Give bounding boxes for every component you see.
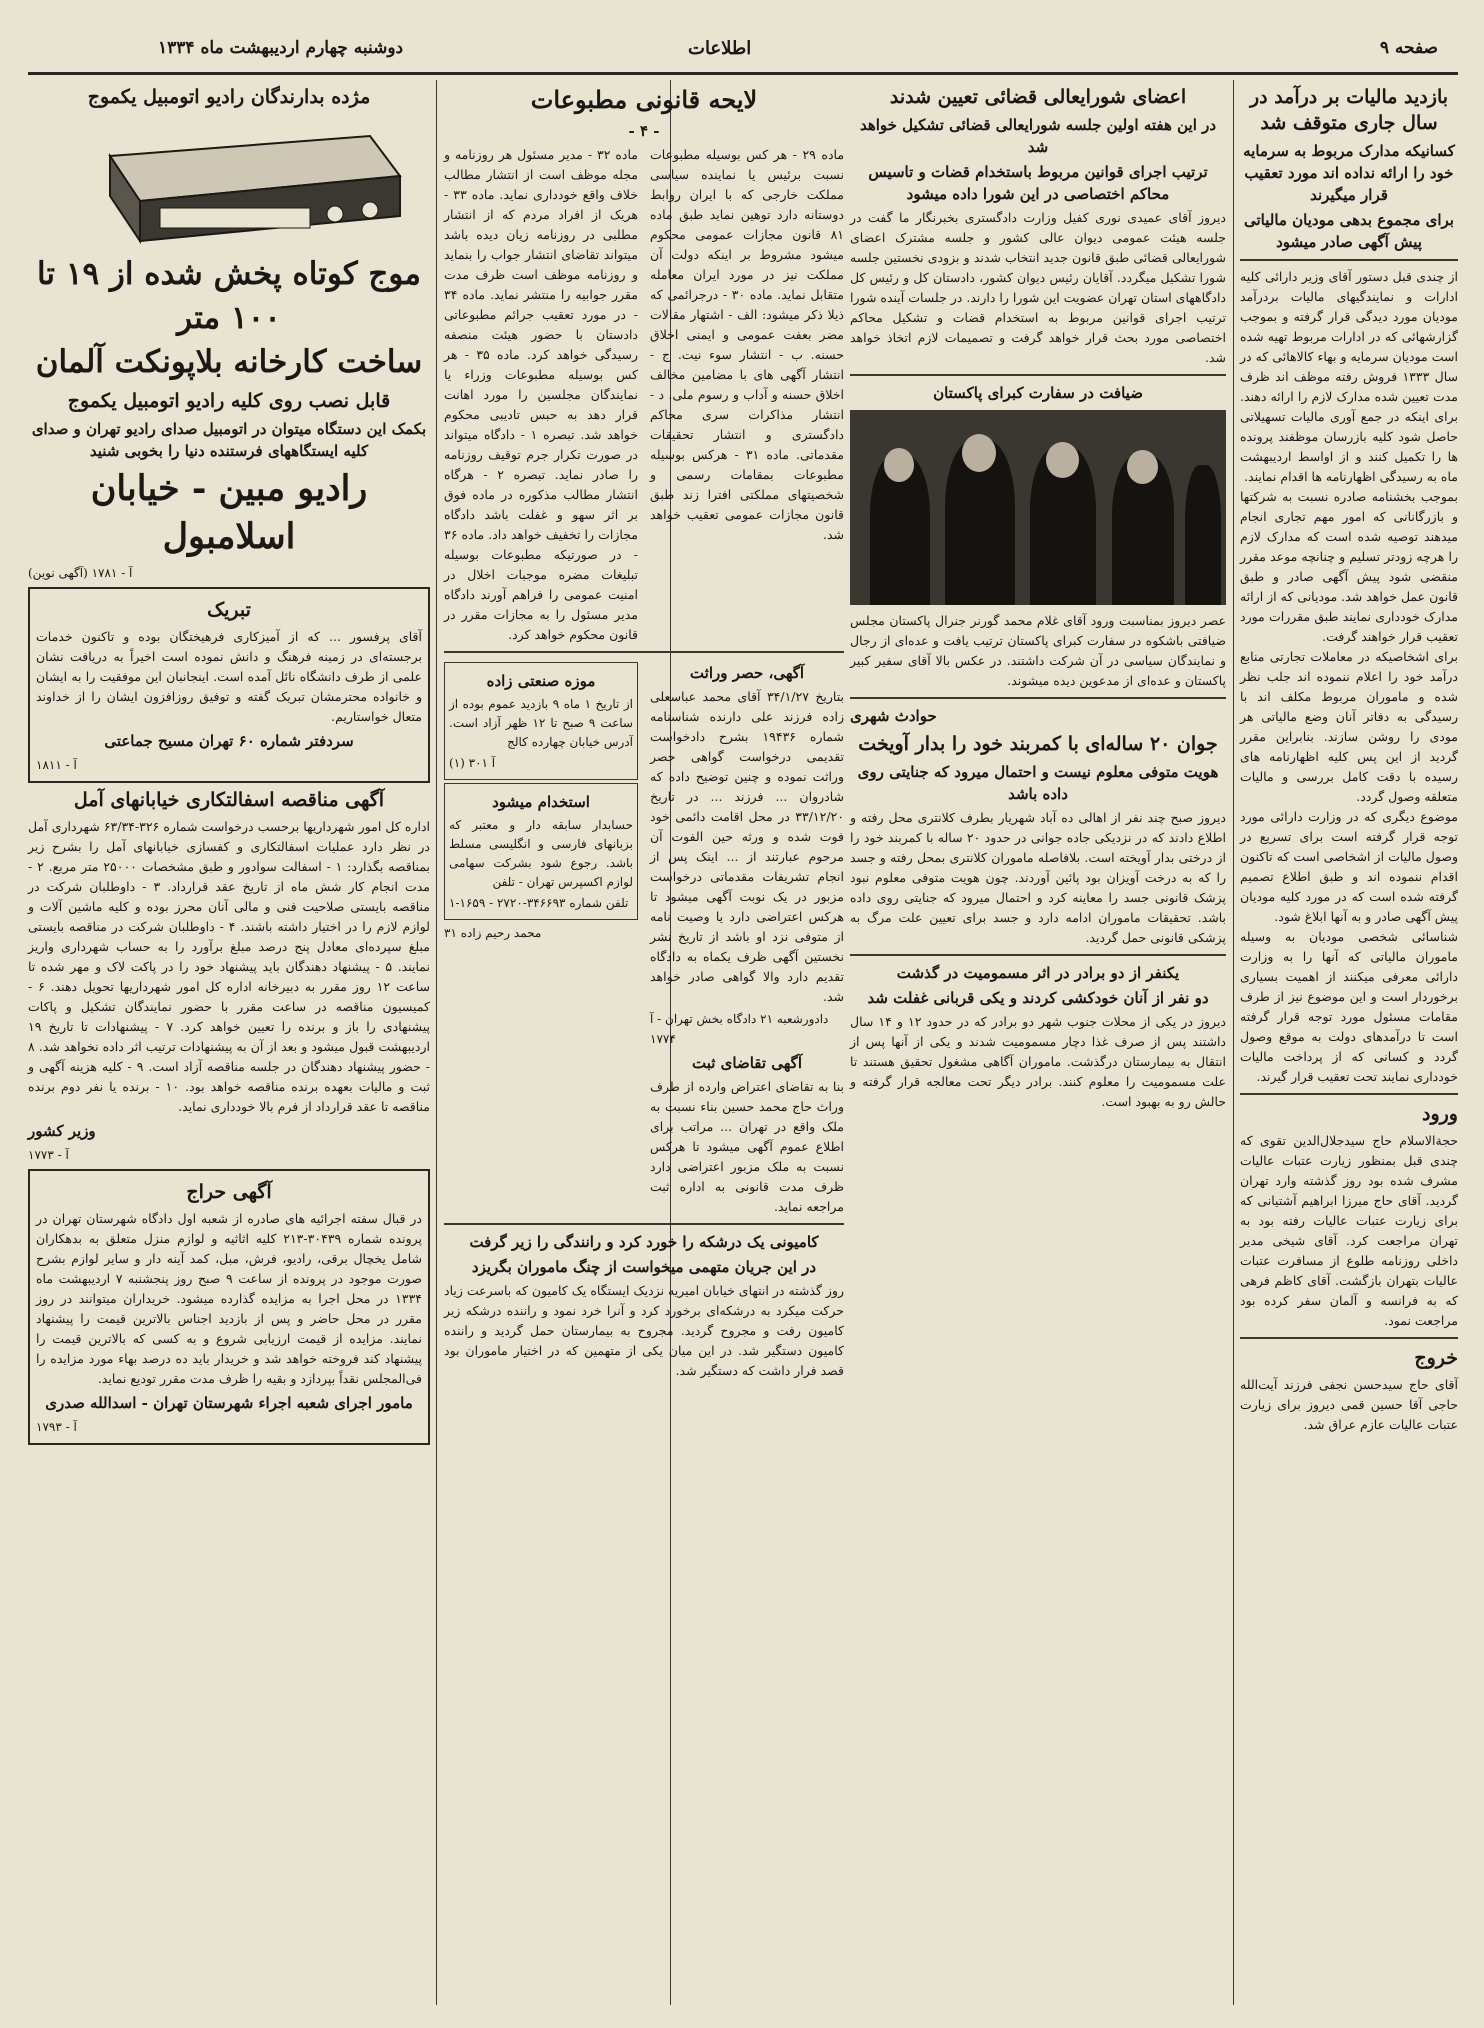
congrats-sign: سردفتر شماره ۶۰ تهران مسیح جماعتی (104, 732, 354, 750)
museum-body: از تاریخ ۱ ماه ۹ بازدید عموم بوده از ساعت ۹ صبح تا ۱۲ ظهر آزاد است. آدرس خیابان چهارده کالج (449, 697, 634, 749)
probate-title: آگهی تقاضای ثبت (692, 1054, 802, 1072)
tax-body-4: موضوع دیگری که در وزارت دارائی مورد توجه قرار گرفته است برای تسریع در وصول مالیات از اشخاصی است که تاکنون اقدام ننموده اند و طبق اطلاع تصمیم گرفته شده است که در مورد کلیه مودیان پیش آگهی صادر و به آنها ابلاغ شود. (1240, 809, 1458, 924)
tender-sign: وزیر کشور (28, 1122, 96, 1140)
congrats-body: آقای پرفسور ... که از آمیزکاری فرهیختگان بوده و تاکنون خدمات برجسته‌ای در زمینه فرهنگ و دانش نموده است اخیراً به دریافت نشان علمی از طرف دانشگاه نائل آمده است. اینجانبان این موفقیت را به ایشان و خانواده محترمشان تبریک گفته و توفیق روزافزون ایشان را از خداوند متعال خواستاریم. (36, 629, 422, 724)
boys-headline: یکنفر از دو برادر در اثر مسمومیت در گذشت (896, 964, 1180, 982)
divider (1240, 1337, 1458, 1339)
museum-ad (444, 662, 638, 780)
auction-sign: مامور اجرای شعبه اجراء شهرستان تهران - اسدالله صدری (45, 1394, 413, 1412)
museum-code: آ ۳۰۱ (۱) (449, 756, 496, 770)
left-column (28, 80, 430, 1449)
tax-body-2: بموجب بخشنامه صادره نسبت به شرکتها و بازرگانانی که امور مهم تجاری انجام میدهند توصیه شده است که مدارک لازم را هرچه زودتر تسلیم و چنانچه موعد مقرر منقضی شود پیش آگهی صادر و طبق قانون عمل خواهد شد. مودیانی که از ارائه مدارک خودداری نمایند طبق مقررات مورد تعقیب قرار خواهند گرفت. (1240, 489, 1458, 644)
radio-ad-headline: مژده بدارندگان رادیو اتومبیل یکموج (87, 86, 371, 108)
council-deck-2: ترتیب اجرای قوانین مربوط باستخدام قضات و تاسیس محاکم اختصاصی در این شورا داده میشود (868, 163, 1208, 203)
entry-title: ورود (1422, 1103, 1458, 1125)
museum-title: موزه صنعتی زاده (486, 672, 596, 690)
auction-code: آ - ۱۷۹۳ (36, 1420, 77, 1434)
divider (850, 954, 1226, 956)
auction-body: در قبال سفته اجرائیه های صادره از شعبه اول دادگاه شهرستان تهران در پرونده شماره ۳۰۴۳۹-۲۱۳ کلیه اثاثیه و لوازم منزل متعلق به بدهکاران شامل یخچال برقی، رادیو، فرش، مبل، کمد آینه دار و سایر لوازم بشرح صورت موجود در پرونده از ساعت ۹ صبح روز پنجشنبه ۷ اردیبهشت ماه ۱۳۳۴ در محل اجرا به مزایده گذارده میشود. خریداران میتوانند در روز مقرر در محل حاضر و پس از بازدید اجناس بالاترین قیمت را پیشنهاد نمایند. مزایده از قیمت ارزیابی شروع و به کسی که بالاترین قیمت را پیشنهاد کند فروخته خواهد شد و خریدار باید ده درصد بهاء مورد مزایده را فی‌المجلس نقداً بپردازد و بقیه را ظرف مدت مقرر تودیع نماید. (36, 1211, 422, 1386)
job-title: استخدام میشود (492, 793, 590, 811)
tender-title: آگهی مناقصه اسفالتکاری خیابانهای آمل (73, 789, 385, 811)
congrats-code: آ - ۱۸۱۱ (36, 758, 77, 772)
divider (850, 697, 1226, 699)
press-law-body-a: ماده ۲۹ - هر کس بوسیله مطبوعات نسبت برئیس یا نماینده سیاسی مملکت خارجی که با ایران روابط دوستانه دارد توهین نماید طبق ماده ۸۱ قانون مجازات عمومی محکوم میشود مشروط بر اینکه دولت آن مملکت نیز در مورد ایران معامله متقابل نماید. ماده ۳۰ - درجرائمی که ذیلا ذکر میشود: الف - اشتهار مقالات مضر بعفت عمومی و ایمنی اخلاق حسنه. ب - انتشار سوء نیت. ج - انتشار آگهی های با مضامین مخالف اخلاق حسنه و آداب و رسوم ملی. د - انتشار مذاکرات سری محاکم دادگستری و انتشار تحقیقات مقدماتی. ماده ۳۱ - هرکس بوسیله مطبوعات بمقامات رسمی و شخصیتهای مملکتی افترا زند طبق قانون مجازات عمومی تعقیب خواهد شد. (650, 147, 845, 542)
tax-body: از چندی قبل دستور آقای وزیر دارائی کلیه ادارات و نمایندگیهای مالیات بردرآمد مودیان مورد دیدگی قرار گرفته و بموجب گزارشهائی که در ادارات مربوط تهیه شده است مودیان سرمایه و بهاء کالاهائی که در سال ۱۳۳۳ فروش رفته موظف اند ظرف مدت تعیین شده مدارک لازم را ارائه دهند. برای اینکه در جمع آوری مالیات تسهیلاتی حاصل شود کلیه بازرسان موظفند پرونده ها را تکمیل کنند و از اواسط اردیبهشت ماه به رسیدگی اظهارنامه ها اقدام نمایند. (1240, 269, 1458, 484)
right-column (1240, 80, 1458, 1435)
press-law-columns (444, 145, 844, 645)
probate-code: محمد رحیم زاده ۳۱ (444, 926, 542, 940)
ads-block (444, 659, 844, 1217)
press-law-headline: لایحه قانونی مطبوعات (530, 85, 758, 114)
tender-code: آ - ۱۷۷۳ (28, 1148, 69, 1162)
truck-deck: در این جریان متهمی میخواست از چنگ ماموران بگریزد (471, 1258, 817, 1276)
entry-body: حجةالاسلام حاج سیدجلال‌الدین تقوی که چندی قبل بمنظور زیارت عتبات عالیات مشرف شده بود روز گذشته وارد تهران گردید. آقای حاج میرزا ابراهیم آشتیانی که برای زیارت عتبات عالیات رفته بود به تهران مراجعت کرد. آقای شیخی مدیر داخلی روزنامه طلوع از مسافرت عتبات عالیات بتهران بازگشت. آقای کاظم فرهی که به فرانسه و آلمان سفر کرده بود مراجعت نمود. (1240, 1133, 1458, 1328)
center-right-column (850, 80, 1226, 1112)
exit-body: آقای حاج سیدحسن نجفی فرزند آیت‌الله حاجی آقا حسین قمی دیروز برای زیارت عتبات عالیات عازم عراق شد. (1240, 1377, 1458, 1432)
radio-store: رادیو مبین - خیابان اسلامبول (90, 468, 368, 557)
embassy-photo (850, 410, 1226, 605)
column-rule (1233, 80, 1234, 2005)
inheritance-ad-code: دادورشعبه ۲۱ دادگاه بخش تهران - آ ۱۷۷۴ (650, 1012, 829, 1046)
tax-headline: بازدید مالیات بر درآمد در سال جاری متوقف شد (1249, 86, 1449, 134)
radio-icon (90, 116, 410, 246)
radio-maker: ساخت کارخانه بلاپونکت آلمان (35, 344, 423, 380)
press-law-part: - ۴ - (628, 122, 660, 140)
inheritance-ad-body: بتاریخ ۳۴/۱/۲۷ آقای محمد عباسعلی زاده فرزند علی دارنده شناسنامه شماره ۱۹۴۳۶ بشرح دادخواست تقدیمی درخواست گواهی حصر وراثت نموده و چنین توضیح داده که شادروان ... فرزند ... در تاریخ ۳۳/۱۲/۲۰ در محل اقامت دائمی خود فوت شده و ورثه حین الفوت آن مرحوم عبارتند از ... اینک پس از انجام تشریفات مقدماتی درخواست مزبور در یک نوبت آگهی میشود تا هرکس اعتراضی دارد یا وصیت نامه از متوفی نزد او باشد از تاریخ نشر نخستین آگهی ظرف یکماه به دادگاه تقدیم دارد والا گواهی صادر خواهد شد. (650, 689, 844, 1004)
tax-deck-2: برای مجموع بدهی مودیان مالیاتی پیش آگهی صادر میشود (1244, 211, 1454, 251)
radio-wave-band: موج کوتاه پخش شده از ۱۹ تا ۱۰۰ متر (36, 256, 422, 336)
divider (444, 651, 844, 653)
city-news-title: حوادث شهری (850, 707, 937, 725)
job-ad (444, 783, 638, 920)
column-rule (436, 80, 437, 2005)
hanging-body: دیروز صبح چند نفر از اهالی ده آباد شهریار بطرف کلانتری محل رفته و اطلاع دادند که در نزدیکی جاده جوانی در حدود ۲۰ ساله با کمربند خود را از درختی بدار آویخته است. بلافاصله ماموران کلانتری بمحل رفته و جسد را که به درخت آویزان بود پائین آوردند. چون هویت متوفی معلوم نبود پزشک قانونی جسد را معاینه کرد و احتمال میرود که جنایتی روی داده باشد. تحقیقات ماموران ادامه دارد و جسد برای تعیین علت مرگ به پزشکی قانونی حمل گردید. (850, 810, 1226, 945)
press-law-body-b: ماده ۳۲ - مدیر مسئول هر روزنامه و مجله موظف است از انتشار مطالب خلاف واقع خودداری نماید. ماده ۳۳ - هریک از افراد مردم که از انتشار مطلبی در روزنامه زیان دیده باشد میتواند تقاضای انتشار جواب را بنماید و روزنامه موظف است ظرف مدت مقرر جوابیه را منتشر نماید. ماده ۳۴ - در مورد تعقیب جرائم مطبوعاتی دادستان با حضور هیئت منصفه رسیدگی خواهد کرد. ماده ۳۵ - هر کس بوسیله مطبوعات وزراء یا نمایندگان مجلسین را مورد اهانت قرار دهد به حبس تادیبی محکوم خواهد شد. تبصره ۱ - دادگاه میتواند در صورت تکرار جرم توقیف روزنامه را صادر نماید. تبصره ۲ - هرگاه انتشار مطالب مذکوره در ماده فوق بر اثر سهو و غفلت باشد دادگاه مجازات را تخفیف خواهد داد. ماده ۳۶ - در صورتیکه مطبوعات بوسیله تبلیغات مضره موجبات اخلال در امنیت عمومی را فراهم آورند دادگاه مدیر مسئول را به مجازات مقرر در قانون محکوم خواهد کرد. (444, 147, 639, 642)
congrats-box (28, 587, 430, 783)
probate-body: بنا به تقاضای اعتراض وارده از طرف وراث حاج محمد حسین بناء نسبت به ملک واقع در تهران ... مراتب برای اطلاع عموم آگهی میشود تا هرکس نسبت به ملک مزبور اعتراضی دارد ظرف مدت قانونی به اداره ثبت مراجعه نماید. (650, 1079, 844, 1214)
truck-body: روز گذشته در انتهای خیابان امیریه نزدیک ایستگاه یک کامیون که باسرعت زیاد حرکت میکرد به درشکه‌ای برخورد کرد و آنرا خرد نمود و راننده درشکه زیر کامیون رفت و مجروح گردید. مجروح به بیمارستان حمل گردید و راننده کامیون دستگیر شد. در این میان یکی از متهمین که در اختیار ماموران بود قصد فرار داشت که دستگیر شد. (444, 1283, 844, 1378)
tax-deck: کسانیکه مدارک مربوط به سرمایه خود را ارائه نداده اند مورد تعقیب قرار میگیرند (1243, 142, 1455, 204)
council-body: دیروز آقای عمیدی نوری کفیل وزارت دادگستری بخبرنگار ما گفت در جلسه هیئت عمومی دیوان عالی کشور و جلسه مشترک اعضای شورایعالی قضائی طبق قانون جدید انتخاب شدند و بزودی نخستین جلسه شورا تشکیل میگردد. آقایان رئیس دیوان کشور، دادستان کل و رئیس کل دادگاههای استان تهران عضویت این شورا را دارند. در جلسات آینده شورا ترتیب اجرای قوانین مربوط به استخدام قضات و تشکیل محاکم اختصاصی مورد بحث قرار خواهد گرفت و تصمیمات لازم اتخاذ خواهد شد. (849, 210, 1226, 365)
tax-body-5: شناسائی شخصی مودیان به وسیله ماموران مالیاتی که آنها را به وزارت دارائی معرفی میکنند از اهمیت بسیاری برخوردار است و این موضوع نیز از طرف مقامات مسئول مورد توجه قرار گرفته است تا درآمدهای دولت به موقع وصول گردد و کسانی که از پرداخت مالیات خودداری نمایند تحت تعقیب قرار گیرند. (1240, 929, 1458, 1084)
inheritance-ad-title: آگهی، حصر وراثت (689, 664, 805, 682)
photo-caption: عصر دیروز بمناسبت ورود آقای غلام محمد گورنر جنرال پاکستان مجلس ضیافتی باشکوه در سفارت کبرای پاکستان ترتیب یافت و عده‌ای از رجال و نمایندگان سیاسی در آن شرکت داشتند. در عکس بالا آقای سفیر کبیر پاکستان و عده‌ای از مدعوین دیده میشوند. (850, 613, 1226, 688)
job-body: حسابدار سابقه دار و معتبر که بزبانهای فارسی و انگلیسی مسلط باشد. رجوع شود بشرکت سهامی لوازم اکسپرس تهران - تلفن (449, 818, 633, 889)
radio-install: قابل نصب روی کلیه رادیو اتومبیل یکموج (67, 390, 391, 412)
auction-box (28, 1169, 430, 1445)
radio-ad-code: آ - ۱۷۸۱ (آگهی نوین) (28, 566, 133, 580)
divider (444, 1223, 844, 1225)
newspaper-page (28, 30, 1484, 2015)
boys-deck: دو نفر از آنان خودکشی کردند و یکی قربانی غفلت شد (867, 989, 1209, 1007)
page-number: صفحه ۹ (1379, 38, 1438, 58)
congrats-title: تبریک (207, 599, 251, 621)
council-deck: در این هفته اولین جلسه شورایعالی قضائی تشکیل خواهد شد (859, 116, 1217, 156)
exit-title: خروج (1414, 1347, 1458, 1369)
issue-date: دوشنبه چهارم اردیبهشت ماه ۱۳۳۴ (158, 38, 404, 58)
divider (1240, 259, 1458, 261)
auction-title: آگهی حراج (186, 1181, 272, 1203)
tax-body-3: برای اشخاصیکه در معاملات تجارتی منابع درآمد خود را اعلام ننموده اند جلب نظر شده و ماموران مربوط مکلف اند با رسیدگی به دفاتر آنان وضع مالیاتی هر مودی را روشن سازند. بنابراین مقرر گردید از این پس کلیه اظهارنامه های رسیده با دقت کامل بررسی و مالیات متعلقه وصول گردد. (1240, 649, 1458, 804)
boys-body: دیروز در یکی از محلات جنوب شهر دو برادر که در حدود ۱۲ و ۱۴ سال داشتند پس از صرف غذا دچار مسمومیت شدند و یکی از آنها پس از انتقال به بیمارستان درگذشت. ماموران آگاهی مشغول تحقیق هستند تا علت مسمومیت را معلوم کنند. برادر دیگر تحت معالجه قرار گرفته و حالش رو به بهبود است. (850, 1014, 1226, 1109)
center-left-column (444, 80, 844, 1381)
car-radio-illustration (48, 116, 410, 246)
divider (850, 374, 1226, 376)
masthead (28, 30, 1458, 75)
radio-description: بکمک این دستگاه میتوان در اتومبیل صدای رادیو تهران و صدای کلیه ایستگاههای فرستنده دنیا را بخوبی شنید (31, 420, 427, 460)
embassy-title: ضیافت در سفارت کبرای پاکستان (933, 384, 1143, 402)
truck-headline: کامیونی یک درشکه را خورد کرد و رانندگی را زیر گرفت (469, 1233, 819, 1251)
paper-title: اطلاعات (688, 38, 752, 59)
divider (1240, 1093, 1458, 1095)
tender-body: اداره کل امور شهرداریها برحسب درخواست شماره ۳۲۶-۶۳/۳۴ شهرداری آمل در نظر دارد عملیات اسفالتکاری و کفسازی خیابانهای آمل را بشرح زیر بمناقصه بگذارد: ۱ - اسفالت سوادور و طبق مشخصات ۲۵۰۰۰ متر مربع. ۲ - مدت انجام کار شش ماه از تاریخ عقد قرارداد. ۳ - داوطلبان شرکت در مناقصه بایستی صلاحیت فنی و مالی آنان محرز بوده و کلیه ماشین آلات و لوازم لازم را در اختیار داشته باشند. ۴ - داوطلبان شرکت در مناقصه بایستی مبلغ سپرده‌ای معادل پنج درصد مبلغ برآورد را به حساب شهرداری واریز نمایند. ۵ - پیشنهاد دهندگان باید پیشنهاد خود را در پاکت لاک و مهر شده تا ساعت ۱۲ روز مقرر به دبیرخانه اداره کل امور شهرداریها تحویل دهند. ۶ - کمیسیون مناقصه در ساعت مقرر با حضور نمایندگان تشکیل و پاکات پیشنهادی را باز و برنده را تعیین خواهد کرد. ۷ - پیشنهادات تا تاریخ ۱۹ اردیبهشت قبول میشود و بعد از آن به پیشنهادات ترتیب اثر داده نخواهد شد. ۸ - حضور پیشنهاد دهندگان در جلسه مناقصه آزاد است. ۹ - کلیه هزینه آگهی و ثبت و مالیات بعهده برنده مناقصه خواهد بود. ۱۰ - برنده یا نفر دوم برنده مناقصه تا عقد قرارداد از فرم بالا خودداری نماید. (28, 819, 431, 1114)
hanging-headline: جوان ۲۰ ساله‌ای با کمربند خود را بدار آویخت (858, 733, 1218, 755)
council-headline: اعضای شورایعالی قضائی تعیین شدند (889, 86, 1187, 108)
hanging-deck: هویت متوفی معلوم نیست و احتمال میرود که جنایتی روی داده باشد (857, 763, 1219, 803)
job-code: تلفن شماره ۳۴۶۶۹۳-۲۷۲۰ - ۱۶۵۹-۱ (449, 896, 629, 910)
